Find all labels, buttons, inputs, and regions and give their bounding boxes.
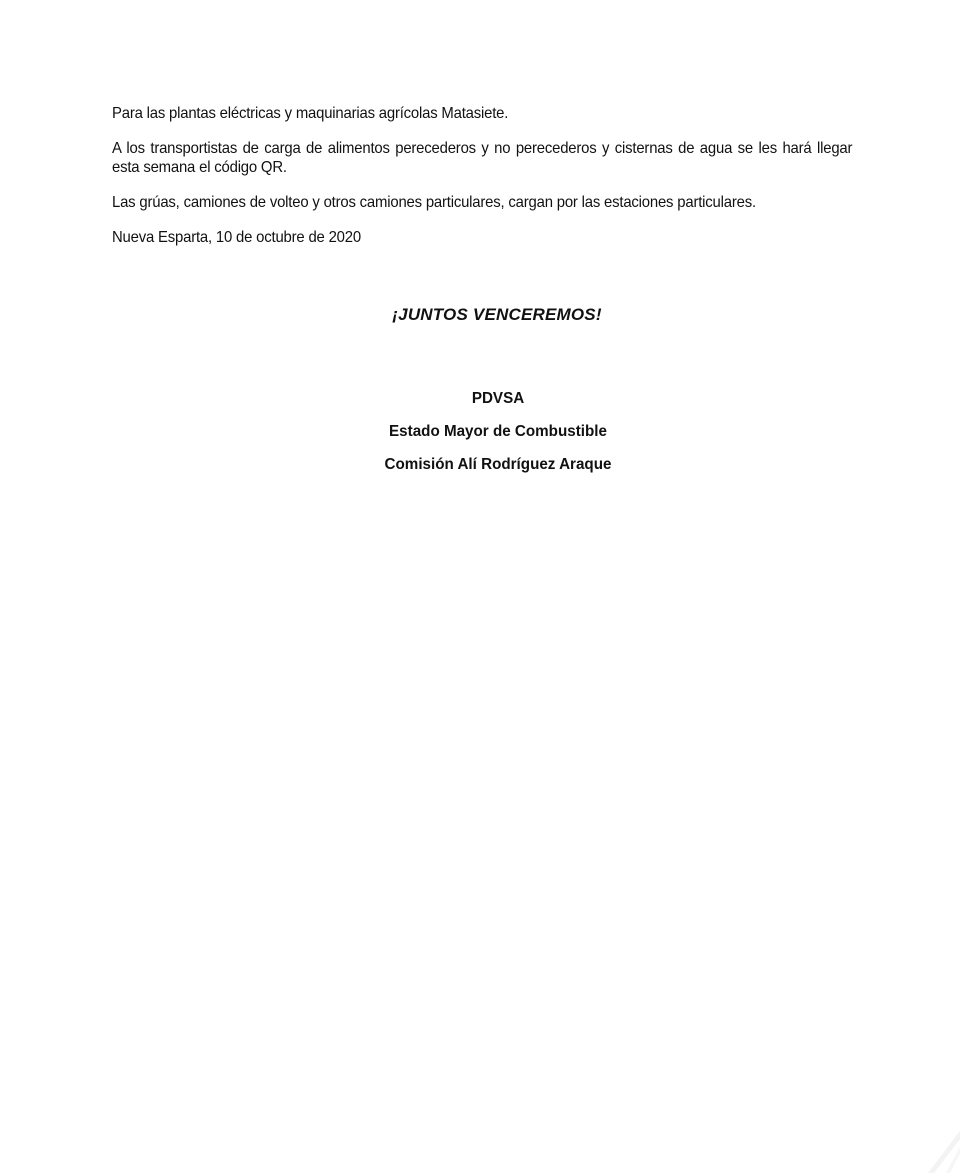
document-body <box>112 104 853 263</box>
paragraph-cranes: Las grúas, camiones de volteo y otros camiones particulares, cargan por las estaciones particulares. <box>112 194 756 211</box>
signature-commission: Comisión Alí Rodríguez Araque <box>384 456 612 473</box>
signature-department: Estado Mayor de Combustible <box>389 423 607 440</box>
slogan: ¡JUNTOS VENCEREMOS! <box>392 305 602 324</box>
place-date-line: Nueva Esparta, 10 de octubre de 2020 <box>112 229 361 246</box>
signature-block <box>25 382 960 481</box>
paragraph-plants: Para las plantas eléctricas y maquinarias agrícolas Matasiete. <box>112 105 509 122</box>
page-curl-decoration <box>920 1113 960 1173</box>
paragraph-transporters: A los transportistas de carga de alimentos perecederos y no perecederos y cisternas de agua se les hará llegar esta semana el código QR. <box>112 140 853 176</box>
signature-organization: PDVSA <box>471 390 525 407</box>
